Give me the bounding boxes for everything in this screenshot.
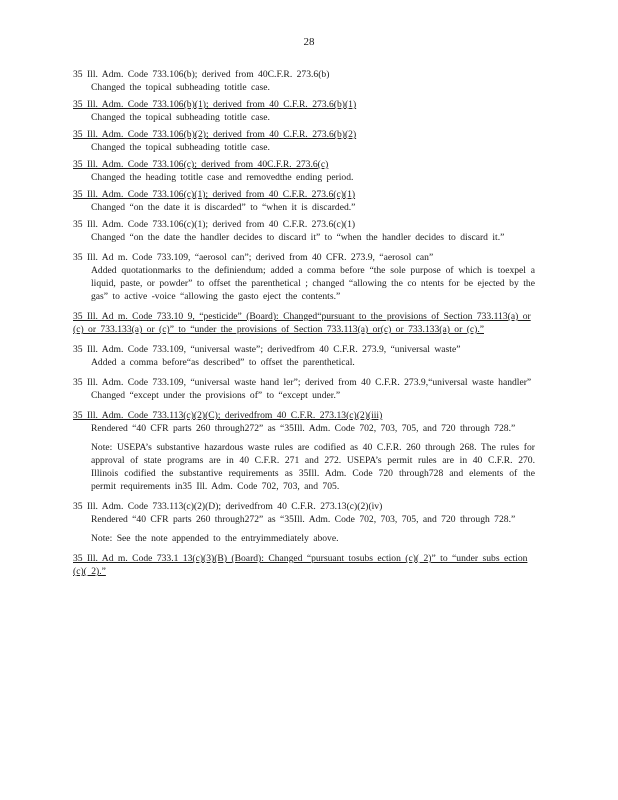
entry-citation: 35 Ill. Adm. Code 733.106(b)(1); derived from 40 C.F.R. 273.6(b)(1)	[73, 99, 357, 110]
change-entry	[73, 310, 535, 336]
entry-note: Note: USEPA’s substantive hazardous waste rules are codified as 40 C.F.R. 260 through 268. The rules for approval of state programs are in 40 C.F.R. 271 and 272. USEPA’s permit rules are in 40 C.F.R. 270. Illinois codified the substantive requirements as 35Ill. Adm. Code 720 through728 and elements of the permit requirements in35 Ill. Adm. Code 702, 703, and 705.	[91, 442, 535, 492]
change-entry	[73, 158, 535, 184]
entry-citation: 35 Ill. Adm. Code 733.106(c)(1); derived from 40 C.F.R. 273.6(c)(1)	[73, 219, 356, 230]
entry-description: Rendered “40 CFR parts 260 through272” as “35Ill. Adm. Code 702, 703, 705, and 720 through 728.”	[91, 514, 516, 525]
entry-citation: 35 Ill. Adm. Code 733.106(b)(2); derived from 40 C.F.R. 273.6(b)(2)	[73, 129, 357, 140]
entry-citation-with-change: 35 Ill. Ad m. Code 733.1 13(c)(3)(B) (Board): Changed “pursuant tosubs ection (c)( 2)” to “under subs ection (c)( 2).”	[73, 553, 528, 577]
entry-description: Changed “except under the provisions of” to “except under.”	[91, 390, 341, 401]
entry-citation: 35 Ill. Adm. Code 733.106(c); derived from 40C.F.R. 273.6(c)	[73, 159, 329, 170]
entry-description: Changed the heading totitle case and removedthe ending period.	[91, 172, 354, 183]
change-entry	[73, 376, 535, 402]
entry-citation: 35 Ill. Adm. Code 733.109, “universal waste hand ler”; derived from 40 C.F.R. 273.9,“universal waste handler”	[73, 377, 532, 388]
change-entry	[73, 68, 535, 94]
entry-description: Changed the topical subheading totitle case.	[91, 82, 270, 93]
entry-note: Note: See the note appended to the entryimmediately above.	[91, 533, 339, 544]
entry-description: Added a comma before“as described” to offset the parenthetical.	[91, 357, 355, 368]
change-entry	[73, 500, 535, 545]
change-entry	[73, 98, 535, 124]
entry-description: Rendered “40 CFR parts 260 through272” as “35Ill. Adm. Code 702, 703, 705, and 720 through 728.”	[91, 423, 516, 434]
entry-citation: 35 Ill. Adm. Code 733.106(c)(1); derived from 40 C.F.R. 273.6(c)(1)	[73, 189, 356, 200]
change-entry	[73, 552, 535, 578]
change-entry	[73, 188, 535, 214]
change-entry	[73, 343, 535, 369]
entry-citation: 35 Ill. Adm. Code 733.113(c)(2)(D); derivedfrom 40 C.F.R. 273.13(c)(2)(iv)	[73, 501, 383, 512]
entry-description: Changed “on the date it is discarded” to “when it is discarded.”	[91, 202, 356, 213]
change-entry	[73, 251, 535, 303]
entry-description: Added quotationmarks to the definiendum; added a comma before “the sole purpose of which is toexpel a liquid, paste, or powder” to offset the parenthetical ; changed “allowing the co ntents for be ejected by the gas” to active -voice “allowing the gasto eject the contents.”	[91, 265, 535, 302]
entry-citation: 35 Ill. Adm. Code 733.113(c)(2)(C); derivedfrom 40 C.F.R. 273.13(c)(2)(iii)	[73, 410, 383, 421]
entry-citation: 35 Ill. Adm. Code 733.109, “universal waste”; derivedfrom 40 C.F.R. 273.9, “universal waste”	[73, 344, 461, 355]
change-entry	[73, 128, 535, 154]
entry-citation: 35 Ill. Adm. Code 733.106(b); derived from 40C.F.R. 273.6(b)	[73, 69, 330, 80]
entry-description: Changed the topical subheading totitle case.	[91, 142, 270, 153]
change-log	[73, 68, 535, 578]
entry-description: Changed “on the date the handler decides to discard it” to “when the handler decides to discard it.”	[91, 232, 505, 243]
change-entry	[73, 409, 535, 493]
entry-description: Changed the topical subheading totitle case.	[91, 112, 270, 123]
page-number: 28	[303, 36, 315, 48]
entry-citation: 35 Ill. Ad m. Code 733.109, “aerosol can”; derived from 40 CFR. 273.9, “aerosol can”	[73, 252, 434, 263]
change-entry	[73, 218, 535, 244]
entry-citation-with-change: 35 Ill. Ad m. Code 733.10 9, “pesticide” (Board): Changed“pursuant to the provisions of Section 733.113(a) or (c) or 733.133(a) or (c)” to “under the provisions of Section 733.113(a) or(c) or 733.133(a) or (c).”	[73, 311, 531, 335]
